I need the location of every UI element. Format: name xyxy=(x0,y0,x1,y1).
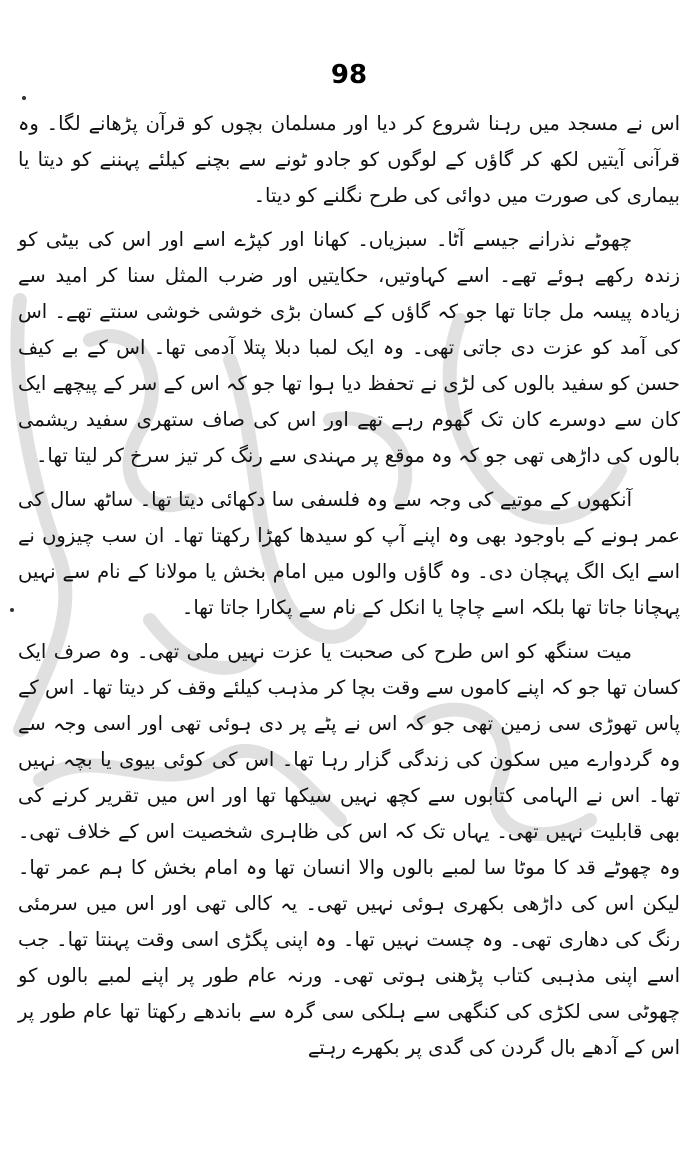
paragraph: میت سنگھ کو اس طرح کی صحبت یا عزت نہیں ملی تھی۔ وہ صرف ایک کسان تھا جو کہ اپنے کاموں سے وقت بچا کر مذہب کیلئے وقف کر دیتا تھا۔ اس کے پاس تھوڑی سی زمین تھی جو کہ اس نے پٹے پر دی ہوئی تھی اور اسی وجہ سے وہ گردوارے میں سکون کی زندگی گزار رہا تھا۔ اس کی کوئی بیوی یا بچہ نہیں تھا۔ اس نے الہامی کتابوں سے کچھ نہیں سیکھا تھا اور اس میں تقریر کرنے کی بھی قابلیت نہیں تھی۔ یہاں تک کہ اس کی ظاہری شخصیت اس کے خلاف تھی۔ وہ چھوٹے قد کا موٹا سا لمبے بالوں والا انسان تھا وہ امام بخش کا ہم عمر تھا۔ لیکن اس کی داڑھی بکھری ہوئی نہیں تھی۔ یہ کالی تھی اور اس میں سرمئی رنگ کی دھاری تھی۔ وہ چست نہیں تھا۔ وہ اپنی پگڑی اسی وقت پہنتا تھا۔ جب اسے اپنی مذہبی کتاب پڑھنی ہوتی تھی۔ ورنہ عام طور پر اپنے لمبے بالوں کو چھوٹی سی لکڑی کی کنگھی سے ہلکی سی گرہ سے باندھے رکھتا تھا عام طور پر اس کے آدھے بال گردن کی گدی پر بکھرے رہتے xyxy=(18,640,680,1059)
paragraph: آنکھوں کے موتیے کی وجہ سے وہ فلسفی سا دکھائی دیتا تھا۔ ساٹھ سال کی عمر ہونے کے باوجود بھی وہ اپنے آپ کو سیدھا کھڑا رکھتا تھا۔ ان سب چیزوں نے اسے ایک الگ پہچان دی۔ وہ گاؤں والوں میں امام بخش یا مولانا کے نام سے نہیں پہچانا جاتا تھا بلکہ اسے چاچا یا انکل کے نام سے پکارا جاتا تھا۔ xyxy=(18,488,680,619)
paragraph: چھوٹے نذرانے جیسے آٹا۔ سبزیاں۔ کھانا اور کپڑے اسے اور اس کی بیٹی کو زندہ رکھے ہوئے تھے۔ اسے کہاوتیں، حکایتیں اور ضرب المثل سنا کر امید سے زیادہ پیسہ مل جاتا تھا جو کہ گاؤں کے کسان بڑی خوشی خوشی سنتے تھے۔ اس کی آمد کو عزت دی جاتی تھی۔ وہ ایک لمبا دبلا پتلا آدمی تھا۔ اس کے بے کیف حسن کو سفید بالوں کی لڑی نے تحفظ دیا ہوا تھا جو کہ اس کے سر کے پیچھے ایک کان سے دوسرے کان تک گھوم رہے تھے اور اس کی صاف ستھری سفید ریشمی بالوں کی داڑھی تھی جو کہ وہ موقع پر مہندی سے رنگ کر تیز سرخ کر لیتا تھا۔ xyxy=(18,228,680,467)
paragraph: اس نے مسجد میں رہنا شروع کر دیا اور مسلمان بچوں کو قرآن پڑھانے لگا۔ وہ قرآنی آیتیں لکھ کر گاؤں کے لوگوں کو جادو ٹونے سے بچنے کیلئے پہننے کو دیتا یا بیماری کی صورت میں دوائی کی طرح نگلنے کو دیتا۔ xyxy=(18,112,680,207)
stray-ink-mark xyxy=(10,608,14,612)
stray-ink-mark xyxy=(22,96,26,100)
body-text xyxy=(18,106,680,1074)
page-number: 98 xyxy=(330,60,368,90)
